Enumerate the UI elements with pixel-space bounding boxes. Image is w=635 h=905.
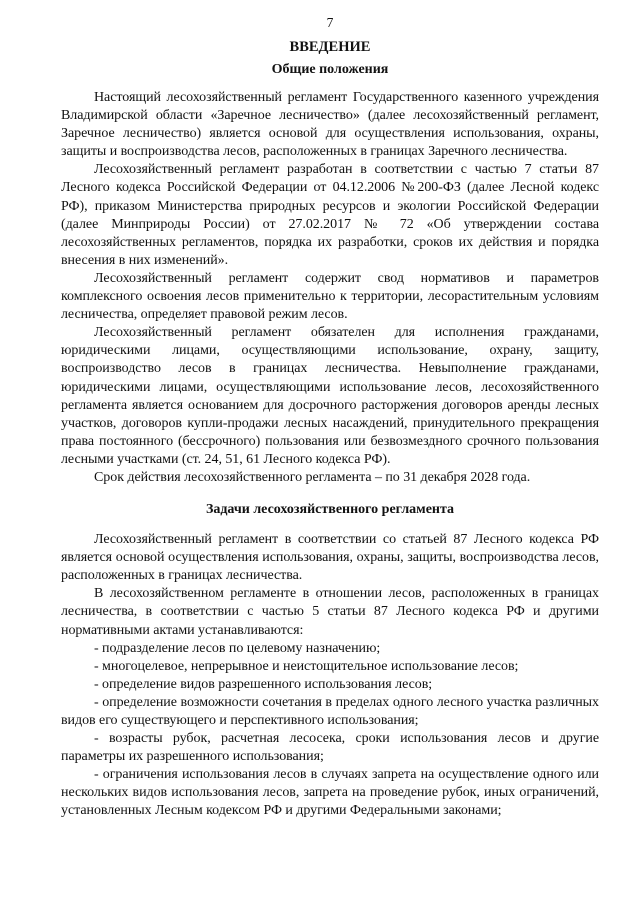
list-item: - подразделение лесов по целевому назначению;: [94, 640, 381, 656]
paragraph: Срок действия лесохозяйственного регламента – по 31 декабря 2028 года.: [94, 469, 531, 485]
list-item: - возрасты рубок, расчетная лесосека, сроки использования лесов и другие параметры их разрешенного использования;: [61, 731, 599, 765]
paragraph: Лесохозяйственный регламент разработан в соответствии с частью 7 статьи 87 Лесного кодекса Российской Федерации от 04.12.2006 №200-ФЗ (далее Лесной кодекс РФ), приказом Министерства природных ресурсов и экологии Российской Федерации (далее Минприроды России) от 27.02.2017 № 72 «Об утверждении состава лесохозяйственных регламентов, порядка их разработки, сроков их действия и порядка внесения в них изменений».: [61, 162, 599, 268]
section-heading-tasks: Задачи лесохозяйственного регламента: [205, 502, 455, 518]
paragraph: В лесохозяйственном регламенте в отношении лесов, расположенных в границах лесничества, в соответствии с частью 5 статьи 87 Лесного кодекса РФ и другими нормативными актами устанавливаются:: [61, 586, 599, 638]
page-number: 7: [326, 15, 334, 30]
paragraph: Лесохозяйственный регламент содержит свод нормативов и параметров комплексного освоения лесов применительно к территории, лесорастительным условиям лесничества, определяет правовой режим лесов.: [61, 270, 599, 323]
list-item: - ограничения использования лесов в случаях запрета на осуществление одного или нескольких видов использования лесов, запрета на проведение рубок, иных ограничений, установленных Лесным кодексом РФ и другими Федеральными законами;: [61, 767, 599, 819]
list-item: - многоцелевое, непрерывное и неистощительное использование лесов;: [94, 658, 519, 674]
document-title: ВВЕДЕНИЕ: [289, 39, 371, 55]
section-heading-general: Общие положения: [271, 62, 389, 77]
paragraph: Лесохозяйственный регламент в соответствии со статьей 87 Лесного кодекса РФ является основой осуществления использования, охраны, защиты, воспроизводства лесов, расположенных в границах лесничества.: [61, 532, 599, 584]
list-item: - определение видов разрешенного использования лесов;: [94, 676, 433, 692]
paragraph: Настоящий лесохозяйственный регламент Государственного казенного учреждения Владимирской области «Заречное лесничество» (далее лесохозяйственный регламент, Заречное лесничество) является основой для осуществления использования, охраны, защиты и воспроизводства лесов, расположенных в границах Заречного лесничества.: [61, 90, 599, 160]
document-page: [61, 14, 599, 821]
list-item: - определение возможности сочетания в пределах одного лесного участка различных видов его существующего и перспективного использования;: [61, 694, 599, 728]
paragraph: Лесохозяйственный регламент обязателен для исполнения гражданами, юридическими лицами, осуществляющими использование, охрану, защиту, воспроизводство лесов в границах лесничества. Невыполнение гражданами, юридическими лицами, осуществляющими использование лесов, лесохозяйственного регламента является основанием для досрочного расторжения договоров аренды лесных участков, договоров купли-продажи лесных насаждений, принудительного прекращения права постоянного (бессрочного) пользования или безвозмездного срочного пользования лесными участками (ст. 24, 51, 61 Лесного кодекса РФ).: [61, 325, 599, 467]
